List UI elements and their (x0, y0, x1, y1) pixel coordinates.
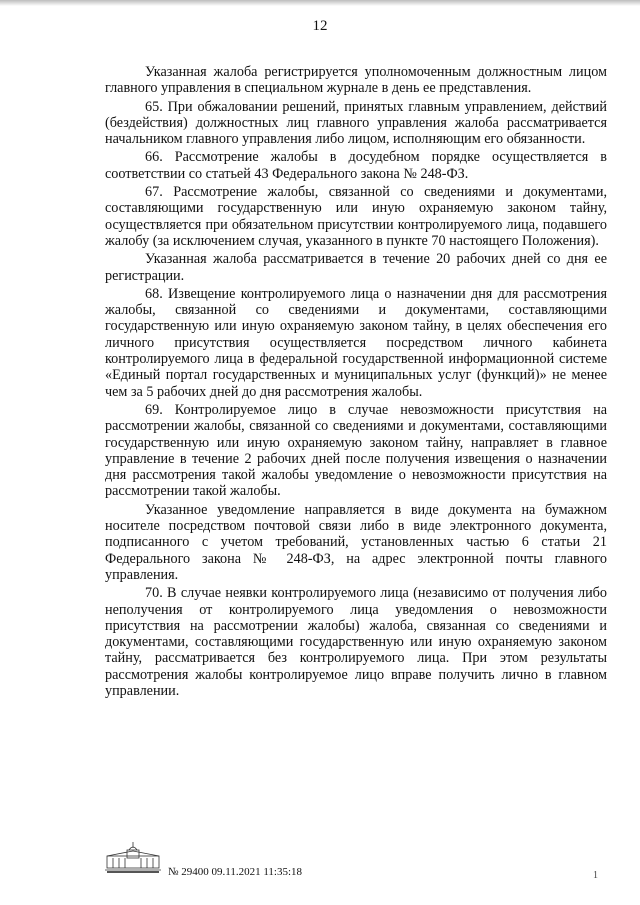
scan-edge-shadow (0, 0, 640, 6)
registration-stamp: № 29400 09.11.2021 11:35:18 (168, 866, 303, 878)
paragraph: 66. Рассмотрение жалобы в досудебном порядке осуществляется в соответствии со статьей 43 Федерального закона № 248-ФЗ. (105, 149, 607, 182)
building-logo-icon (103, 840, 163, 874)
document-body (105, 64, 607, 701)
paragraph: 65. При обжаловании решений, принятых главным управлением, действий (бездействия) должностных лиц главного управления жалоба рассматривается начальником главного управления либо лицом, исполняющим его обязанности. (105, 98, 607, 148)
paragraph: Указанная жалоба рассматривается в течение 20 рабочих дней со дня ее регистрации. (105, 251, 607, 284)
page-number: 12 (312, 18, 328, 34)
paragraph: 69. Контролируемое лицо в случае невозможности присутствия на рассмотрении жалобы, связанной со сведениями и документами, составляющими государственную или иную охраняемую законом тайну, направляет в главное управление в течение 2 рабочих дней после получения извещения о назначении дня рассмотрения такой жалобы уведомление о невозможности присутствия на рассмотрении такой жалобы. (105, 401, 607, 500)
corner-mark: 1 (593, 870, 598, 881)
paragraph: 70. В случае неявки контролируемого лица (независимо от получения либо неполучения от контролируемого лица уведомления о невозможности присутствия на рассмотрении жалобы) жалоба, связанная со сведениями и документами, составляющими государственную или иную охраняемую законом тайну, рассматривается без контролируемого лица. При этом результаты рассмотрения жалобы контролируемое лицо вправе получить лично в главном управлении. (105, 585, 607, 699)
paragraph: Указанная жалоба регистрируется уполномоченным должностным лицом главного управления в специальном журнале в день ее представления. (105, 64, 607, 97)
paragraph: 67. Рассмотрение жалобы, связанной со сведениями и документами, составляющими государственную или иную охраняемую законом тайну, осуществляется при обязательном присутствии контролируемого лица, подавшего жалобу (за исключением случая, указанного в пункте 70 настоящего Положения). (105, 184, 607, 249)
paragraph: Указанное уведомление направляется в виде документа на бумажном носителе посредством почтовой связи либо в виде электронного документа, подписанного с учетом требований, установленных частью 6 статьи 21 Федерального закона № 248-ФЗ, на адрес электронной почты главного управления. (105, 501, 607, 583)
paragraph: 68. Извещение контролируемого лица о назначении дня для рассмотрения жалобы, связанной со сведениями и документами, составляющими государственную или иную охраняемую законом тайну, в целях обеспечения его личного присутствия осуществляется посредством личного кабинета контролируемого лица в федеральной государственной информационной системе «Единый портал государственных и муниципальных услуг (функций)» не менее чем за 5 рабочих дней до дня рассмотрения жалобы. (105, 285, 607, 400)
